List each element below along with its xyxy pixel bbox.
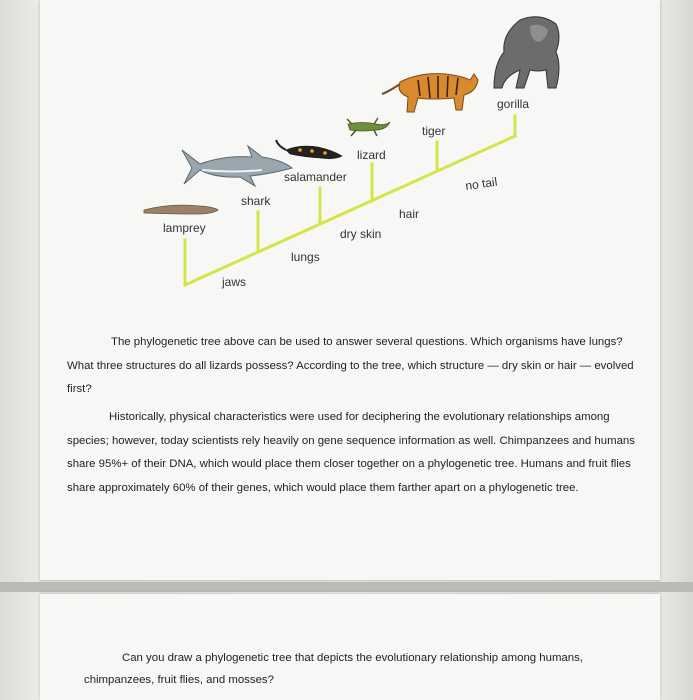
card-divider — [0, 582, 693, 592]
lizard-image — [347, 118, 390, 136]
shark-image — [182, 146, 292, 186]
label-gorilla: gorilla — [497, 97, 530, 111]
label-salamander: salamander — [284, 170, 347, 184]
label-lizard: lizard — [357, 148, 386, 162]
label-lamprey: lamprey — [163, 221, 206, 235]
question-prompt: Can you draw a phylogenetic tree that depicts the evolutionary relationship among humans, chimpanzees, fruit flies, and mosses? — [84, 652, 583, 686]
gorilla-image — [494, 17, 559, 88]
trait-no-tail: no tail — [464, 174, 499, 193]
paragraph-dna-history: Historically, physical characteristics were used for deciphering the evolutionary relationships among species; however, today scientists rely heavily on gene sequence information as well. Chimpanzees and humans share 95%+ of their DNA, which would place them closer together on a phylogenetic tree. Humans and fruit flies share approximately 60% of their genes, which would place them farther apart on a phylogenetic tree. — [67, 411, 635, 494]
label-tiger: tiger — [422, 124, 446, 138]
lamprey-image — [144, 205, 218, 214]
phylogenetic-tree — [0, 0, 693, 330]
trait-hair: hair — [399, 207, 420, 221]
label-shark: shark — [241, 194, 271, 208]
tiger-image — [382, 74, 478, 112]
paragraph-tree-questions: The phylogenetic tree above can be used to answer several questions. Which organisms have lungs? What three structures do all lizards possess? According to the tree, which structure — dry skin or hair — evolved first? — [67, 336, 634, 395]
trait-dry-skin: dry skin — [340, 227, 382, 241]
salamander-image — [276, 140, 342, 159]
trait-lungs: lungs — [291, 250, 320, 264]
trait-jaws: jaws — [222, 275, 247, 289]
